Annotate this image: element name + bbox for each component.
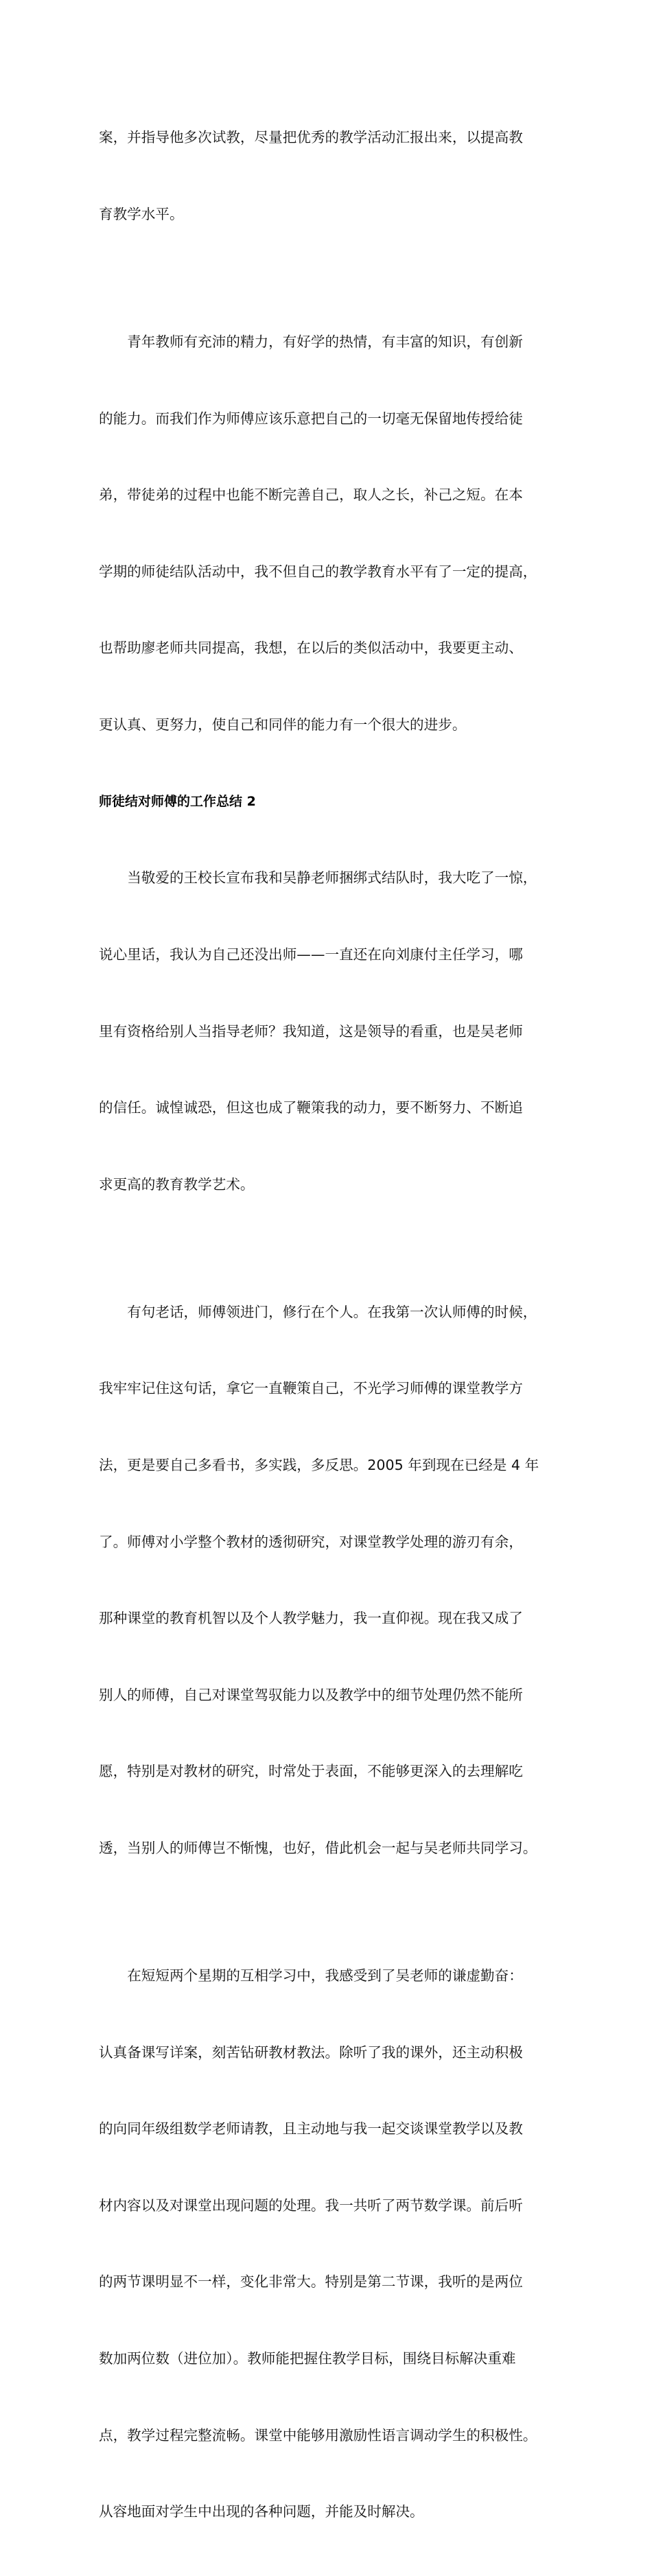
text-line: 材内容以及对课堂出现问题的处理。我一共听了两节数学课。前后听 — [99, 2197, 523, 2214]
text-line: 有句老话，师傅领进门，修行在个人。在我第一次认师傅的时候， — [127, 1303, 537, 1320]
text-line: 青年教师有充沛的精力，有好学的热情，有丰富的知识，有创新 — [127, 333, 523, 351]
text-line: 那种课堂的教育机智以及个人教学魅力，我一直仰视。现在我又成了 — [99, 1610, 523, 1627]
text-line: 从容地面对学生中出现的各种问题，并能及时解决。 — [99, 2503, 424, 2520]
text-line: 在短短两个星期的互相学习中，我感受到了吴老师的谦虚勤奋： — [127, 1967, 523, 1984]
text-line: 了。师傅对小学整个教材的透彻研究，对课堂教学处理的游刃有余， — [99, 1533, 523, 1550]
section-heading: 师徒结对师傅的工作总结 2 — [99, 793, 256, 809]
text-line: 也帮助廖老师共同提高，我想，在以后的类似活动中，我要更主动、 — [99, 640, 523, 657]
text-line: 当敬爱的王校长宣布我和吴静老师捆绑式结队时，我大吃了一惊， — [127, 869, 537, 887]
text-line: 法，更是要自己多看书，多实践，多反思。2005 年到现在已经是 4 年 — [99, 1456, 539, 1473]
paragraph-2 — [99, 279, 572, 789]
text-line: 的信任。诚惶诚恐，但这也成了鞭策我的动力，要不断努力、不断追 — [99, 1099, 523, 1116]
document-body — [99, 74, 572, 2576]
paragraph-1 — [99, 74, 572, 279]
text-line: 点，教学过程完整流畅。课堂中能够用激励性语言调动学生的积极性。 — [99, 2426, 537, 2444]
paragraph-4 — [99, 1248, 572, 1912]
text-line: 的向同年级组数学老师请教，且主动地与我一起交谈课堂教学以及教 — [99, 2120, 523, 2138]
text-line: 认真备课写详案，刻苦钻研教材教法。除听了我的课外，还主动积极 — [99, 2044, 523, 2061]
text-line: 别人的师傅，自己对课堂驾驭能力以及教学中的细节处理仍然不能所 — [99, 1686, 523, 1703]
text-line: 更认真、更努力，使自己和同伴的能力有一个很大的进步。 — [99, 716, 467, 734]
paragraph-3 — [99, 815, 572, 1248]
text-line: 愿，特别是对教材的研究，时常处于表面，不能够更深入的去理解吃 — [99, 1763, 523, 1780]
text-line: 说心里话，我认为自己还没出师——一直还在向刘康付主任学习，哪 — [99, 946, 523, 963]
text-line: 的两节课明显不一样，变化非常大。特别是第二节课，我听的是两位 — [99, 2273, 523, 2291]
text-line: 案，并指导他多次试教，尽量把优秀的教学活动汇报出来，以提高教 — [99, 129, 523, 146]
text-line: 数加两位数（进位加）。教师能把握住教学目标，围绕目标解决重难 — [99, 2350, 516, 2367]
text-line: 弟，带徒弟的过程中也能不断完善自己，取人之长，补己之短。在本 — [99, 487, 523, 504]
text-line: 求更高的教育教学艺术。 — [99, 1175, 255, 1193]
paragraph-5 — [99, 1912, 572, 2576]
text-line: 育教学水平。 — [99, 206, 184, 223]
text-line: 的能力。而我们作为师傅应该乐意把自己的一切毫无保留地传授给徒 — [99, 410, 523, 427]
text-line: 透，当别人的师傅岂不惭愧，也好，借此机会一起与吴老师共同学习。 — [99, 1840, 537, 1857]
text-line: 学期的师徒结队活动中，我不但自己的教学教育水平有了一定的提高， — [99, 563, 537, 580]
text-line: 我牢牢记住这句话，拿它一直鞭策自己，不光学习师傅的课堂教学方 — [99, 1380, 523, 1397]
text-line: 里有资格给别人当指导老师？我知道，这是领导的看重，也是吴老师 — [99, 1022, 523, 1040]
